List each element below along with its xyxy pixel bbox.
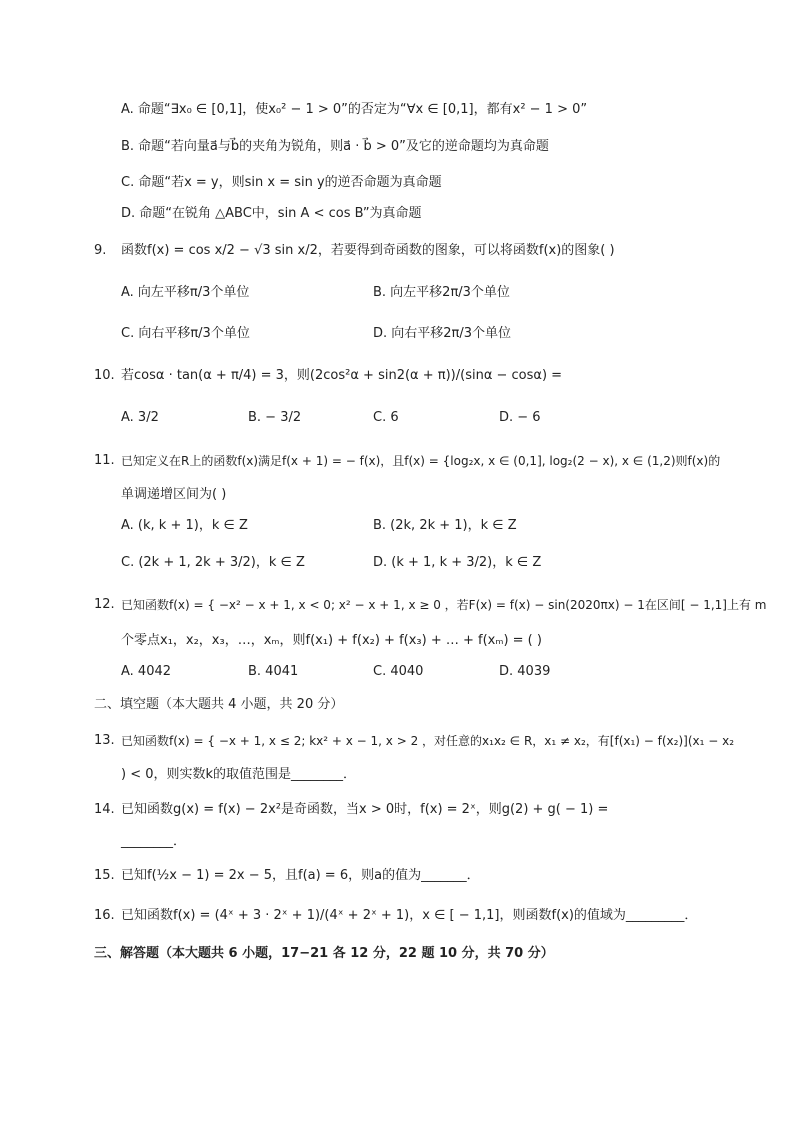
q10-stem: 若cosα · tan(α + π/4) = 3，则(2cos²α + sin2(α + π))/(sinα − cosα) =	[121, 368, 563, 383]
q12-option-d: D. 4039	[499, 664, 551, 679]
q15-stem: 已知f(½x − 1) = 2x − 5，且f(a) = 6，则a的值为_______．	[121, 868, 480, 883]
q12-stem-continued: 个零点x₁，x₂，x₃，…，xₘ，则f(x₁) + f(x₂) + f(x₃) + … + f(xₘ) = ( )	[121, 633, 542, 648]
q8-option-a: A. 命题“∃x₀ ∈ [0,1]，使x₀² − 1 > 0”的否定为“∀x ∈ [0,1]，都有x² − 1 > 0”	[121, 102, 588, 117]
q10-option-c: C. 6	[373, 410, 399, 425]
q12-number: 12.	[94, 597, 115, 612]
q13-stem: 已知函数f(x) = { −x + 1, x ≤ 2; kx² + x − 1, x > 2 ，对任意的x₁x₂ ∈ R，x₁ ≠ x₂，有[f(x₁) − f(x₂)](x₁ − x₂	[121, 734, 735, 748]
q11-number: 11.	[94, 453, 115, 468]
q10-option-b: B. − 3/2	[248, 410, 302, 425]
q14-stem-continued: ________．	[121, 834, 187, 849]
q11-option-d: D. (k + 1, k + 3/2)，k ∈ Z	[373, 555, 542, 570]
q8-option-d: D. 命题“在锐角 △ABC中，sin A < cos B”为真命题	[121, 206, 422, 221]
section-fill-in-heading: 二、填空题（本大题共 4 小题，共 20 分）	[94, 697, 344, 712]
q8-option-c: C. 命题“若x = y，则sin x = sin y的逆否命题为真命题	[121, 175, 442, 190]
q10-number: 10.	[94, 368, 115, 383]
q9-number: 9.	[94, 243, 107, 258]
q11-option-b: B. (2k, 2k + 1)，k ∈ Z	[373, 518, 517, 533]
q15-number: 15.	[94, 868, 115, 883]
q13-number: 13.	[94, 733, 115, 748]
q11-option-c: C. (2k + 1, 2k + 3/2)，k ∈ Z	[121, 555, 305, 570]
q16-number: 16.	[94, 908, 115, 923]
q16-stem: 已知函数f(x) = (4ˣ + 3 · 2ˣ + 1)/(4ˣ + 2ˣ + 1)，x ∈ [ − 1,1]，则函数f(x)的值域为_________．	[121, 908, 698, 923]
q9-stem: 函数f(x) = cos x/2 − √3 sin x/2，若要得到奇函数的图象，可以将函数f(x)的图象( )	[121, 243, 615, 258]
q9-option-c: C. 向右平移π/3个单位	[121, 326, 250, 341]
q10-option-a: A. 3/2	[121, 410, 159, 425]
q11-option-a: A. (k, k + 1)，k ∈ Z	[121, 518, 248, 533]
q8-option-b: B. 命题“若向量a⃗与b⃗的夹角为锐角，则a⃗ · b⃗ > 0”及它的逆命题均为真命题	[121, 139, 549, 154]
section-solutions-heading: 三、解答题（本大题共 6 小题，17−21 各 12 分，22 题 10 分，共 70 分）	[94, 946, 554, 961]
q14-stem: 已知函数g(x) = f(x) − 2x²是奇函数，当x > 0时，f(x) = 2ˣ，则g(2) + g( − 1) =	[121, 802, 609, 817]
q12-stem: 已知函数f(x) = { −x² − x + 1, x < 0; x² − x + 1, x ≥ 0 ，若F(x) = f(x) − sin(2020πx) − 1在区间[ − 1,1]上有 m	[121, 598, 767, 612]
q12-option-a: A. 4042	[121, 664, 172, 679]
q9-option-b: B. 向左平移2π/3个单位	[373, 285, 510, 300]
q12-option-b: B. 4041	[248, 664, 299, 679]
q11-stem: 已知定义在R上的函数f(x)满足f(x + 1) = − f(x)，且f(x) = {log₂x, x ∈ (0,1], log₂(2 − x), x ∈ (1,2)则f(x)的	[121, 454, 721, 468]
q12-option-c: C. 4040	[373, 664, 424, 679]
q13-stem-continued: ) < 0，则实数k的取值范围是________．	[121, 767, 357, 782]
q11-stem-continued: 单调递增区间为( )	[121, 487, 227, 502]
q9-option-a: A. 向左平移π/3个单位	[121, 285, 250, 300]
q10-option-d: D. − 6	[499, 410, 541, 425]
q9-option-d: D. 向右平移2π/3个单位	[373, 326, 512, 341]
q14-number: 14.	[94, 802, 115, 817]
